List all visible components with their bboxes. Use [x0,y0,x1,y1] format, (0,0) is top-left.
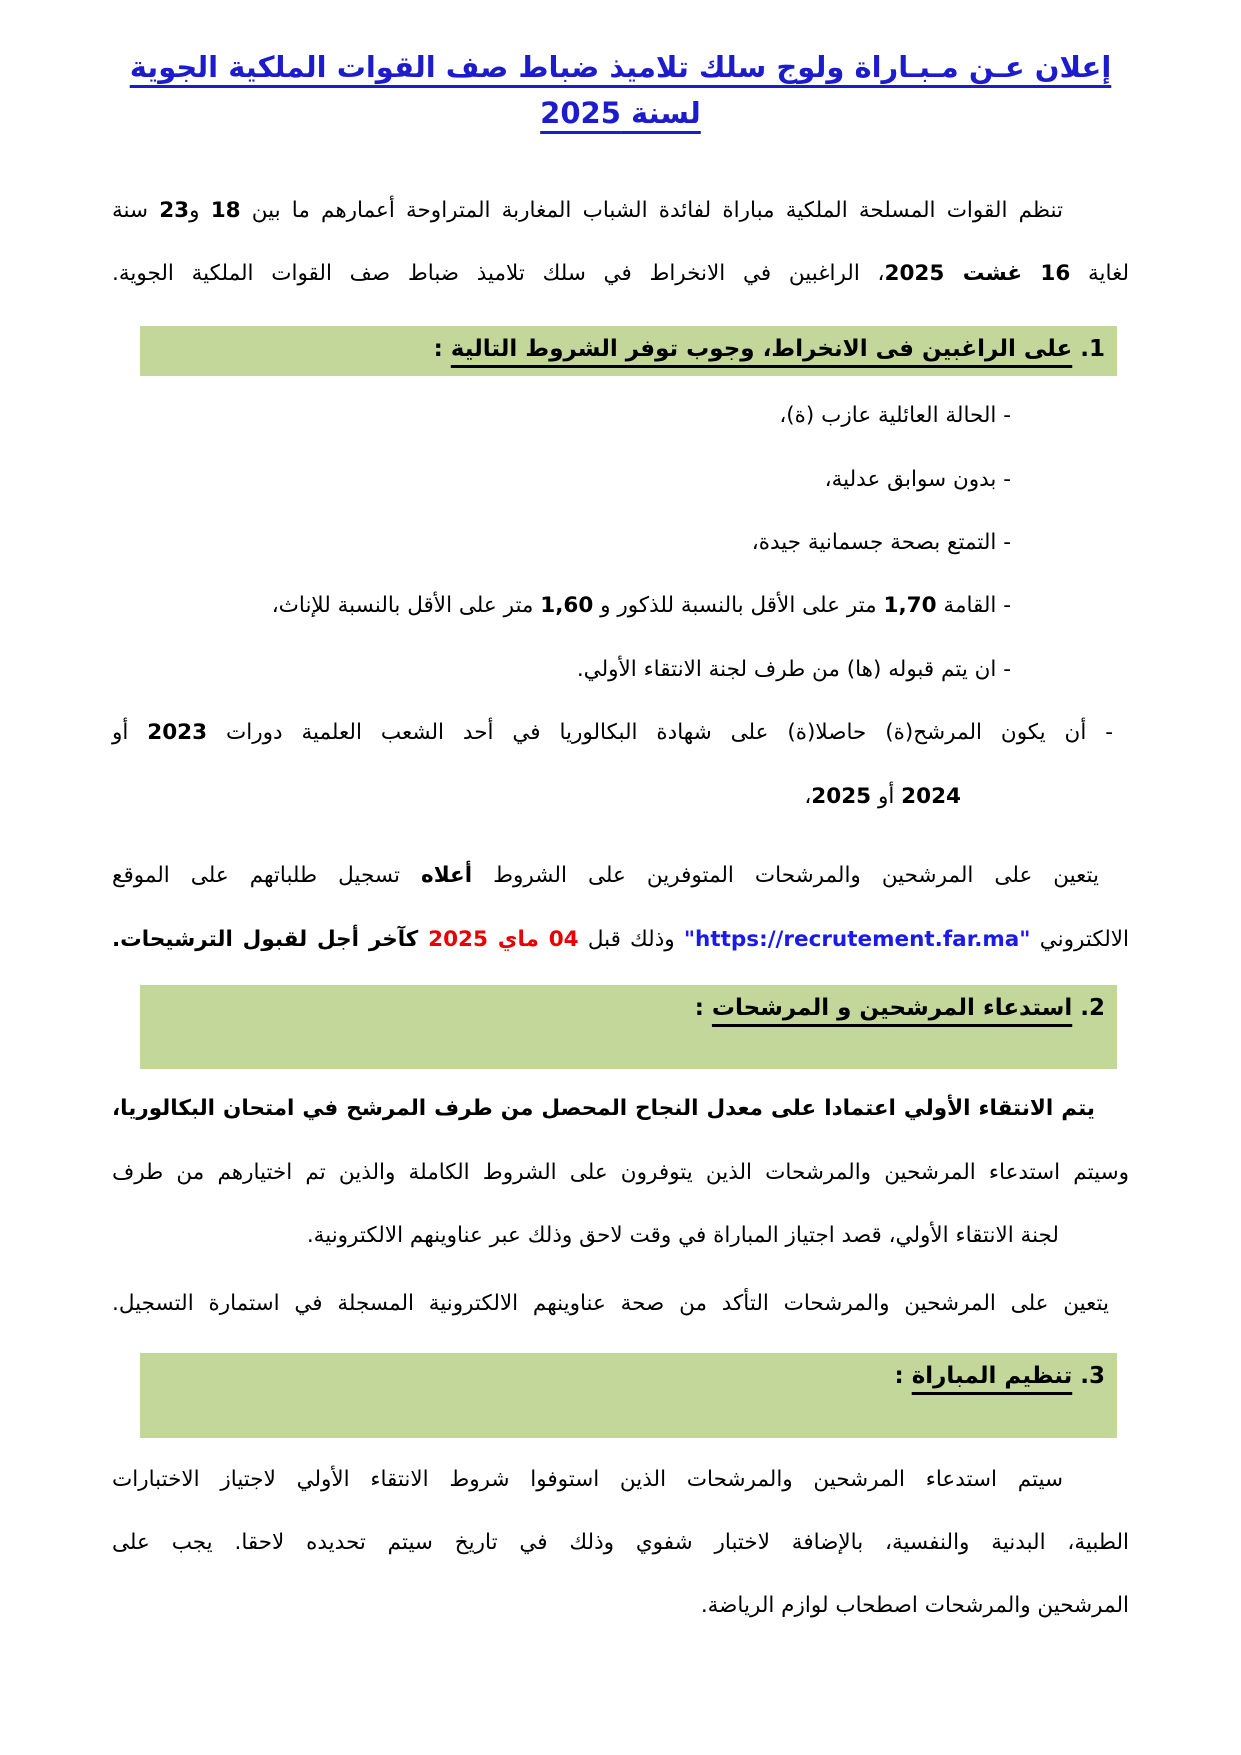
text-run: - أن يكون المرشح(ة) حاصلا(ة) على شهادة البكالوريا في أحد الشعب العلمية دورات [207,720,1113,746]
section-2-header [140,985,1117,1070]
selection-paragraph [112,1077,1129,1267]
text-run: يتعين على المرشحين والمرشحات المتوفرين على الشروط [472,863,1099,889]
exam-line-2 [112,1511,1129,1574]
exam-line-1 [112,1448,1129,1511]
condition-selection-committee [112,638,1129,701]
section-1-heading: على الراغبين فى الانخراط، وجوب توفر الشروط التالية [450,335,1073,362]
text-run: وذلك قبل [578,926,684,952]
text-run: 2023 [147,720,208,746]
intro-line-2 [112,242,1129,305]
section-2-number: 2. [1080,994,1105,1021]
text-run: أو [871,783,902,809]
text-run: متر على الأقل بالنسبة للذكور و [593,593,884,619]
selection-line-2 [112,1141,1129,1204]
text-run: - ان يتم قبوله (ها) من طرف لجنة الانتقاء الأولي. [576,656,1011,682]
email-verification-paragraph [112,1272,1129,1335]
document-title: إعلان عـن مـبـاراة ولوج سلك تلاميذ ضباط صف القوات الملكية الجوية لسنة 2025 [129,50,1112,131]
text-run: - القامة [936,593,1011,619]
text-run: الالكتروني [1030,926,1129,952]
text-run: يتم الانتقاء الأولي اعتمادا على معدل النجاح المحصل من طرف المرشح في امتحان البكالوريا، [112,1096,1095,1122]
text-run: المرشحين والمرشحات اصطحاب لوازم الرياضة. [700,1593,1129,1619]
section-3-header [140,1353,1117,1438]
condition-no-criminal-record [112,448,1129,511]
exam-line-3 [112,1574,1129,1637]
registration-paragraph [112,844,1129,971]
deadline-date: 04 ماي 2025 [428,926,579,952]
text-run: 23 [159,197,190,223]
text-run: لجنة الانتقاء الأولي، قصد اجتياز المباراة في وقت لاحق وذلك عبر عناوينهم الالكترونية. [306,1223,1059,1249]
text-run: سيتم استدعاء المرشحين والمرشحات الذين استوفوا شروط الانتقاء الأولي لاجتياز الاختبارات [112,1466,1063,1492]
text-run: أعلاه [421,863,473,889]
section-2-colon: : [694,994,712,1021]
section-1-number: 1. [1080,335,1105,362]
text-run: 2024 [901,783,961,809]
text-run: - الحالة العائلية عازب (ة)، [779,403,1011,429]
text-run: - التمتع بصحة جسمانية جيدة، [751,529,1011,555]
text-run: لغاية [1070,261,1129,287]
text-run: 16 غشت 2025 [884,261,1071,287]
text-run: الطبية، البدنية والنفسية، بالإضافة لاختبار شفوي وذلك في تاريخ سيتم تحديده لاحقا. يجب على [112,1530,1129,1556]
text-run: سنة [112,197,160,223]
text-run: و [189,197,211,223]
intro-paragraph [112,179,1129,306]
text-run: - بدون سوابق عدلية، [824,466,1011,492]
text-run: أو [112,720,148,746]
selection-line-1 [112,1077,1129,1140]
section-1-header [140,326,1117,377]
text-run: تسجيل طلباتهم على الموقع [112,863,422,889]
condition-height [112,574,1129,637]
text-run: 1,70 [883,593,937,619]
text-run: 1,60 [540,593,594,619]
exam-organization-paragraph [112,1448,1129,1638]
text-run: ، [804,783,812,809]
intro-line-1 [112,179,1129,242]
section-2-heading: استدعاء المرشحين و المرشحات [711,994,1073,1021]
section-3-colon: : [894,1363,912,1390]
condition-baccalaureate-line-1 [112,701,1129,764]
condition-baccalaureate-line-2 [112,765,1129,828]
text-run: وسيتم استدعاء المرشحين والمرشحات الذين يتوفرون على الشروط الكاملة والذين تم اختيارهم من طرف [112,1159,1129,1185]
text-run: كآخر أجل لقبول الترشيحات. [112,926,429,952]
section-3-number: 3. [1080,1363,1105,1390]
text-run: تنظم القوات المسلحة الملكية مباراة لفائدة الشباب المغاربة المتراوحة أعمارهم ما بين [240,197,1063,223]
section-1-colon: : [433,335,451,362]
text-run: 18 [210,197,241,223]
condition-good-health [112,511,1129,574]
registration-line-1 [112,844,1129,907]
text-run: متر على الأقل بالنسبة للإناث، [271,593,541,619]
selection-line-3 [112,1204,1129,1267]
text-run: يتعين على المرشحين والمرشحات التأكد من صحة عناوينهم الالكترونية المسجلة في استمارة التسجيل. [112,1290,1109,1316]
condition-marital-status [112,384,1129,447]
section-3-heading: تنظيم المباراة [911,1363,1073,1390]
text-run: 2025 [811,783,872,809]
conditions-list [112,384,1129,828]
registration-line-2 [112,908,1129,971]
recruitment-url[interactable]: "https://recrutement.far.ma" [683,926,1031,952]
text-run: ، الراغبين في الانخراط في سلك تلاميذ ضباط صف القوات الملكية الجوية. [112,261,885,287]
